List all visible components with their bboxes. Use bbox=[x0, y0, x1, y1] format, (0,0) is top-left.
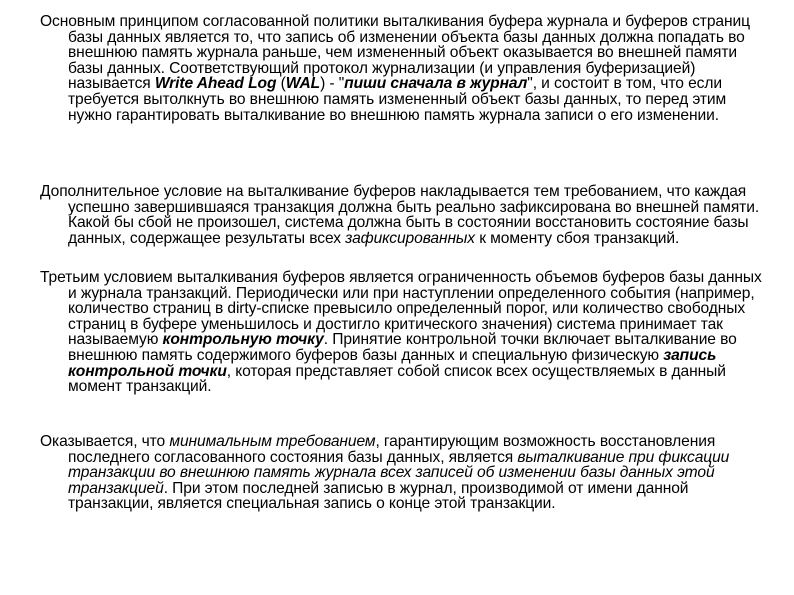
paragraph-checkpoint bbox=[40, 270, 768, 395]
text-segment: . При этом последней записью в журнал, производимой от имени данной транзакции, является специальная запись о конце этой транзакции. bbox=[68, 479, 689, 513]
text-segment: ", и состоит в том, что если требуется вытолкнуть во внешнюю память измененный объект базы данных, то перед этим нужно гарантировать выталкивание во внешнюю память журнала записи о его изменении. bbox=[68, 75, 727, 124]
text-segment: к моменту сбоя транзакций. bbox=[475, 229, 680, 247]
text-segment: , гарантирующим возможность восстановления последнего согласованного состояния базы данных, является bbox=[68, 433, 716, 466]
text-segment: ( bbox=[276, 75, 286, 93]
term-checkpoint-record: запись контрольной точки bbox=[68, 346, 717, 380]
text-segment: , которая представляет собой список всех осуществляемых в данный момент транзакций. bbox=[68, 362, 726, 396]
paragraph-minimal-requirement bbox=[40, 434, 768, 512]
term-wal: WAL bbox=[285, 75, 321, 93]
paragraph-commit-condition bbox=[40, 184, 768, 246]
term-write-ahead-log: Write Ahead Log bbox=[154, 75, 277, 93]
text-segment: . Принятие контрольной точки включает выталкивание во внешнюю память содержимого буферов базы данных и специальную физическую bbox=[68, 331, 737, 364]
term-committed: зафиксированных bbox=[345, 229, 475, 247]
term-checkpoint: контрольную точку bbox=[162, 331, 324, 349]
text-segment: Третьим условием выталкивания буферов является ограниченность объемов буферов базы данных и журнала транзакций. Периодически или при наступлении определенного события (например, количество страниц в dirty-списке превысило определенный порог, или количество свободных страниц в буфере уменьшилось и достигло критического значения) система принимает так называемую bbox=[40, 269, 762, 349]
text-segment: Основным принципом согласованной политики выталкивания буфера журнала и буферов страниц базы данных является то, что запись об изменении объекта базы данных должна попадать во внешнюю память журнала раньше, чем измененный объект оказывается во внешней памяти базы данных. Соответствующий протокол журнализации (и управления буферизацией) называется bbox=[40, 13, 750, 93]
text-segment: Оказывается, что bbox=[40, 433, 170, 450]
text-segment: Дополнительное условие на выталкивание буферов накладывается тем требованием, что каждая успешно завершившаяся транзакция должна быть реально зафиксирована во внешней памяти. Какой бы сбой не произошел, система должна быть в состоянии восстановить состояние базы данных, содержащее результаты всех bbox=[40, 183, 760, 247]
term-flush-on-commit: выталкивание при фиксации транзакции во внешнюю память журнала всех записей об изменении базы данных этой транзакцией bbox=[68, 448, 730, 497]
paragraph-wal-principle bbox=[40, 14, 768, 123]
text-segment: ) - " bbox=[320, 75, 345, 93]
term-minimal-requirement: минимальным требованием bbox=[169, 433, 376, 450]
term-write-log-first: пиши сначала в журнал bbox=[344, 75, 528, 93]
